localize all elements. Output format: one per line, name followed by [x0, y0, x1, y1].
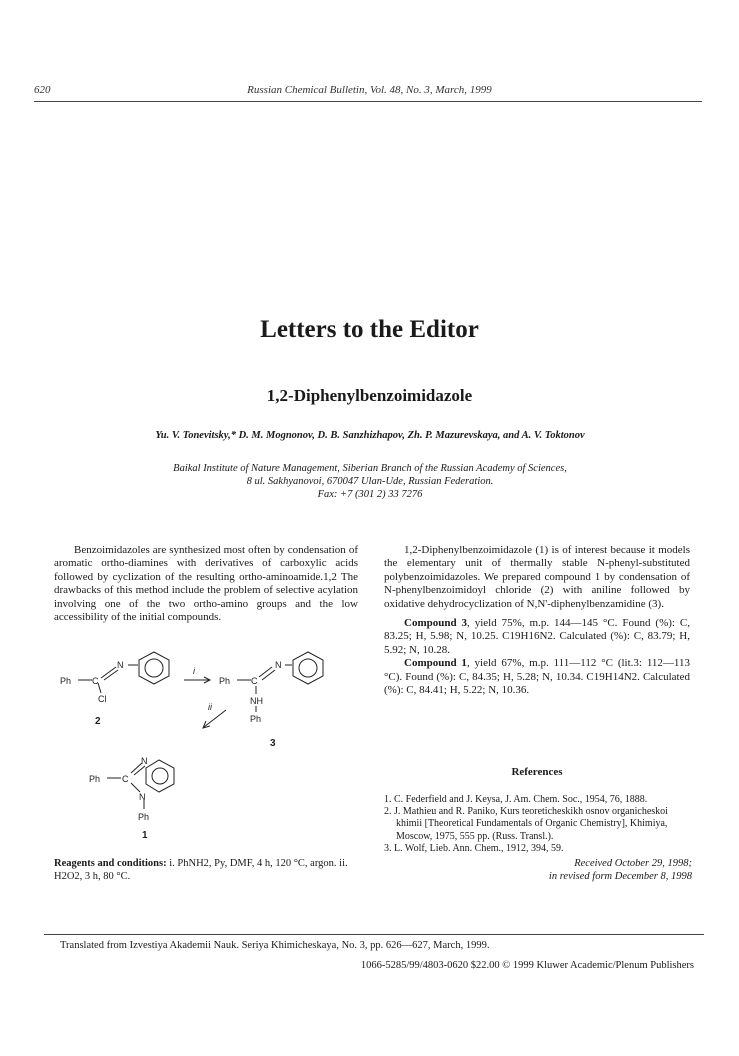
reference-item: 1. C. Federfield and J. Keysa, J. Am. Chem. Soc., 1954, 76, 1888. [384, 794, 648, 805]
scheme-n-1a: N [141, 756, 148, 766]
scheme-c-1: C [122, 774, 129, 784]
intro-paragraph: Benzoimidazoles are synthesized most often by condensation of aromatic ortho-diamines with derivatives of carboxylic acids followed by cyclization of the resulting ortho-aminoamide.1,2 The drawbacks of this method include the problem of selective acylation involving one of the two ortho-amino groups and the low accessibility of the initial compounds. [54, 544, 358, 624]
compound1-text: , yield 67%, m.p. 111—112 °C (lit.3: 112—113 °C). Found (%): C, 84.35; H, 5.28; N, 10.34. C19H14N2. Calculated (%): C, 84.41; H, 5.22; N, 10.36. [384, 657, 690, 697]
article-title: 1,2-Diphenylbenzoimidazole [266, 386, 473, 405]
scheme-ph-1: Ph [89, 774, 101, 784]
reagents-label: Reagents and conditions: [54, 858, 167, 869]
reagents-caption [54, 857, 364, 883]
scheme-n-2: N [117, 660, 124, 670]
reagents-text: i. PhNH2, Py, DMF, 4 h, 120 °C, argon. ii. H2O2, 3 h, 80 °C. [54, 858, 348, 882]
reaction-scheme [54, 650, 364, 850]
right-column [384, 544, 690, 697]
footer-rule [44, 934, 704, 935]
affiliation-line: 8 ul. Sakhyanovoi, 670047 Ulan-Ude, Russian Federation. [246, 476, 494, 487]
scheme-ph-n1: Ph [138, 812, 150, 822]
results-paragraph: 1,2-Diphenylbenzoimidazole (1) is of interest because it models the elementary unit of thermally stable N-phenyl-substituted polybenzoimidazoles. We prepared compound 1 by condensation of N-phenylbenzoimidoyl chloride (2) with aniline followed by oxidative dehydrocyclization of N,N'-diphenylbenzamidine (3). [384, 544, 690, 610]
author-list: Yu. V. Tonevitsky,* D. M. Mognonov, D. B. Sanzhizhapov, Zh. P. Mazurevskaya, and A. V. Toktonov [155, 430, 585, 441]
compound1-label: Compound 1 [404, 657, 467, 670]
header-rule [34, 101, 702, 102]
copyright-line: 1066-5285/99/4803-0620 $22.00 © 1999 Kluwer Academic/Plenum Publishers [360, 960, 694, 971]
compound-label-2: 2 [95, 716, 101, 727]
reference-item: 2. J. Mathieu and R. Paniko, Kurs teoreticheskikh osnov organicheskoi khimii [Theoretical Fundamentals of Organic Chemistry], Khimiya, Moscow, 1975, 555 pp. (Russ. Transl.). [384, 806, 668, 842]
compound-label-1: 1 [142, 830, 148, 841]
compound3-paragraph [384, 617, 690, 657]
journal-header: Russian Chemical Bulletin, Vol. 48, No. 3, March, 1999 [247, 84, 492, 96]
reference-item: 3. L. Wolf, Lieb. Ann. Chem., 1912, 394, 59. [384, 842, 564, 854]
references-heading: References [511, 766, 563, 778]
scheme-c-3: C [251, 676, 258, 686]
revised-line: in revised form December 8, 1998 [548, 871, 692, 882]
scheme-n-1b: N [139, 792, 146, 802]
scheme-c-2: C [92, 676, 99, 686]
reference-list [384, 794, 692, 855]
left-column [54, 544, 358, 624]
translation-note: Translated from Izvestiya Akademii Nauk. Seriya Khimicheskaya, No. 3, pp. 626—627, March, 1999. [60, 940, 490, 951]
scheme-ph-nh: Ph [250, 714, 262, 724]
arrow-i-label: i [193, 666, 195, 676]
scheme-ph-3: Ph [219, 676, 231, 686]
compound1-paragraph [384, 657, 690, 697]
arrow-ii-label: ii [208, 702, 212, 712]
section-title: Letters to the Editor [260, 316, 479, 343]
scheme-nh: NH [250, 696, 263, 706]
compound3-label: Compound 3 [404, 617, 468, 630]
affiliation-line: Fax: +7 (301 2) 33 7276 [317, 489, 423, 500]
scheme-ph-2: Ph [60, 676, 72, 686]
scheme-n-3: N [275, 660, 282, 670]
compound3-text: , yield 75%, m.p. 144—145 °C. Found (%): C, 83.25; H, 5.98; N, 10.25. C19H16N2. Calculated (%): C, 83.79; H, 5.92; N, 10.28. [384, 617, 691, 656]
scheme-cl: Cl [98, 694, 107, 704]
affiliation [60, 462, 680, 501]
compound-label-3: 3 [270, 738, 276, 749]
affiliation-line: Baikal Institute of Nature Management, Siberian Branch of the Russian Academy of Sciences, [173, 463, 567, 474]
received-dates [420, 857, 692, 883]
page-number: 620 [34, 84, 51, 96]
received-line: Received October 29, 1998; [574, 858, 692, 869]
